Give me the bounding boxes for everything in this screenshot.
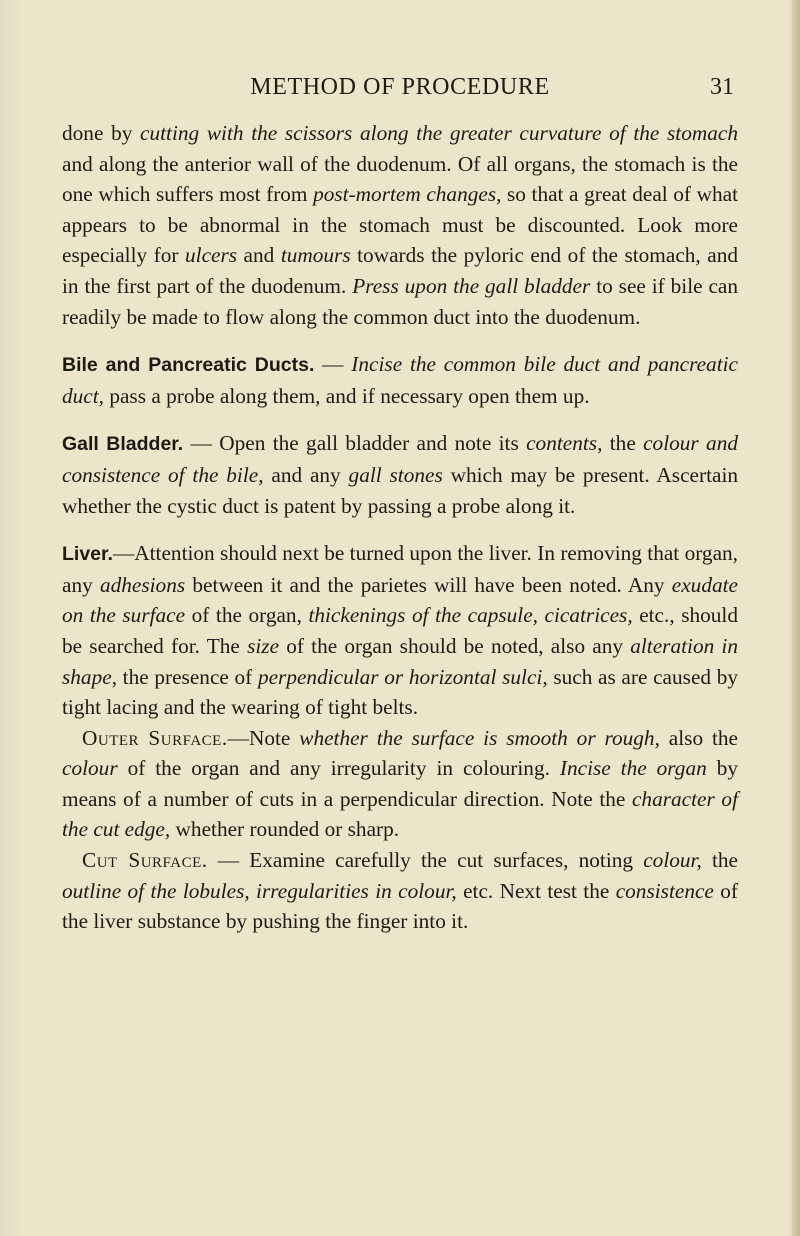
text-run: of the organ should be noted, also any [279,633,631,658]
subsection-heading: Outer Surface. [82,725,228,750]
text-run: — [227,725,249,750]
paragraph-liver [62,538,738,723]
emphasis: colour, [643,848,702,873]
paragraph-gall-bladder [62,428,738,521]
text-run: between it and the parietes will have been noted. Any [185,572,672,597]
emphasis: Incise the organ [559,756,707,781]
text-run: and [237,243,281,268]
text-run: — [112,541,135,566]
text-run: Note [248,725,300,750]
emphasis: exudate on the surface [62,572,739,628]
text-run: — [207,848,250,873]
section-heading: Liver. [62,543,113,566]
text-run: which may be present. Ascertain whether the cystic duct is patent by passing a probe along it. [62,462,739,518]
text-run: to see if bile can readily be made to flow along the common duct into the duodenum. [62,273,739,329]
emphasis: Press upon the gall bladder [352,273,591,298]
emphasis: gall stones [348,462,443,487]
text-run: whether rounded or sharp. [170,817,400,842]
text-run: , the presence of [111,664,258,689]
text-run: Attention should next be turned upon the liver. In removing that organ, any [62,541,738,597]
paragraph-stomach [62,118,738,332]
emphasis: contents, [526,431,603,456]
running-title: METHOD OF PROCEDURE [250,74,550,100]
running-head [62,74,738,110]
text-run: by means of a number of cuts in a perpendicular direction. Note the [62,756,739,811]
subsection-heading: Cut Surface. [82,848,208,873]
emphasis: alteration in shape [62,633,738,689]
emphasis: outline of the lobules, irregularities in colour, [62,878,457,903]
emphasis: ulcers [185,243,238,268]
paragraph-outer-surface [62,723,738,845]
emphasis: colour and consistence of the bile, [62,431,738,487]
emphasis: colour [62,756,118,781]
text-run: — [314,352,352,377]
text-run: so that a great deal of what appears to be abnormal in the stomach must be discounted. Look more especially for [62,182,738,268]
text-run: Examine carefully the cut surfaces, noting [249,848,644,873]
emphasis: whether the surface is smooth or rough, [299,725,660,750]
text-run: the [701,848,739,873]
text-run: and any [263,462,349,487]
page-number: 31 [710,74,734,100]
section-heading: Gall Bladder. [62,433,184,456]
text-run: pass a probe along them, and if necessary open them up. [104,383,590,408]
emphasis: tumours [280,243,351,268]
emphasis: character of the cut edge, [62,786,738,842]
emphasis: cutting with the scissors along the greater curvature of the stomach [140,121,739,145]
emphasis: post-mortem changes, [313,182,502,207]
emphasis: perpendicular or horizontal sulci, [257,664,548,689]
emphasis: size [247,633,280,658]
body-text [62,118,738,937]
emphasis: thickenings of the capsule, cicatrices, [308,603,633,628]
text-run: — [183,431,220,456]
text-run: of the liver substance by pushing the finger into it. [62,878,738,934]
emphasis: adhesions [99,572,186,597]
text-run: etc., should be searched for. The [62,603,738,658]
text-run: and along the anterior wall of the duodenum. Of all organs, the stomach is the one which suffers most from [62,151,738,207]
text-run: also the [659,725,738,750]
text-run: of the organ and any irregularity in colouring. [117,756,560,781]
emphasis: Incise the common bile duct and pancreatic duct, [62,352,738,408]
text-run: Open the gall bladder and note its [219,431,527,456]
section-heading: Bile and Pancreatic Ducts. [62,354,315,377]
text-run: such as are caused by tight lacing and the wearing of tight belts. [62,664,739,720]
page-edge [792,0,800,1236]
paragraph-cut-surface [62,845,738,937]
text-run: etc. Next test the [456,878,616,903]
text-run: the [602,431,644,456]
paragraph-bile-ducts [62,349,738,411]
text-run: towards the pyloric end of the stomach, and in the first part of the duodenum. [62,243,738,298]
text-run: of the organ, [185,603,309,628]
text-run: done by [62,121,141,145]
emphasis: consistence [615,878,714,903]
